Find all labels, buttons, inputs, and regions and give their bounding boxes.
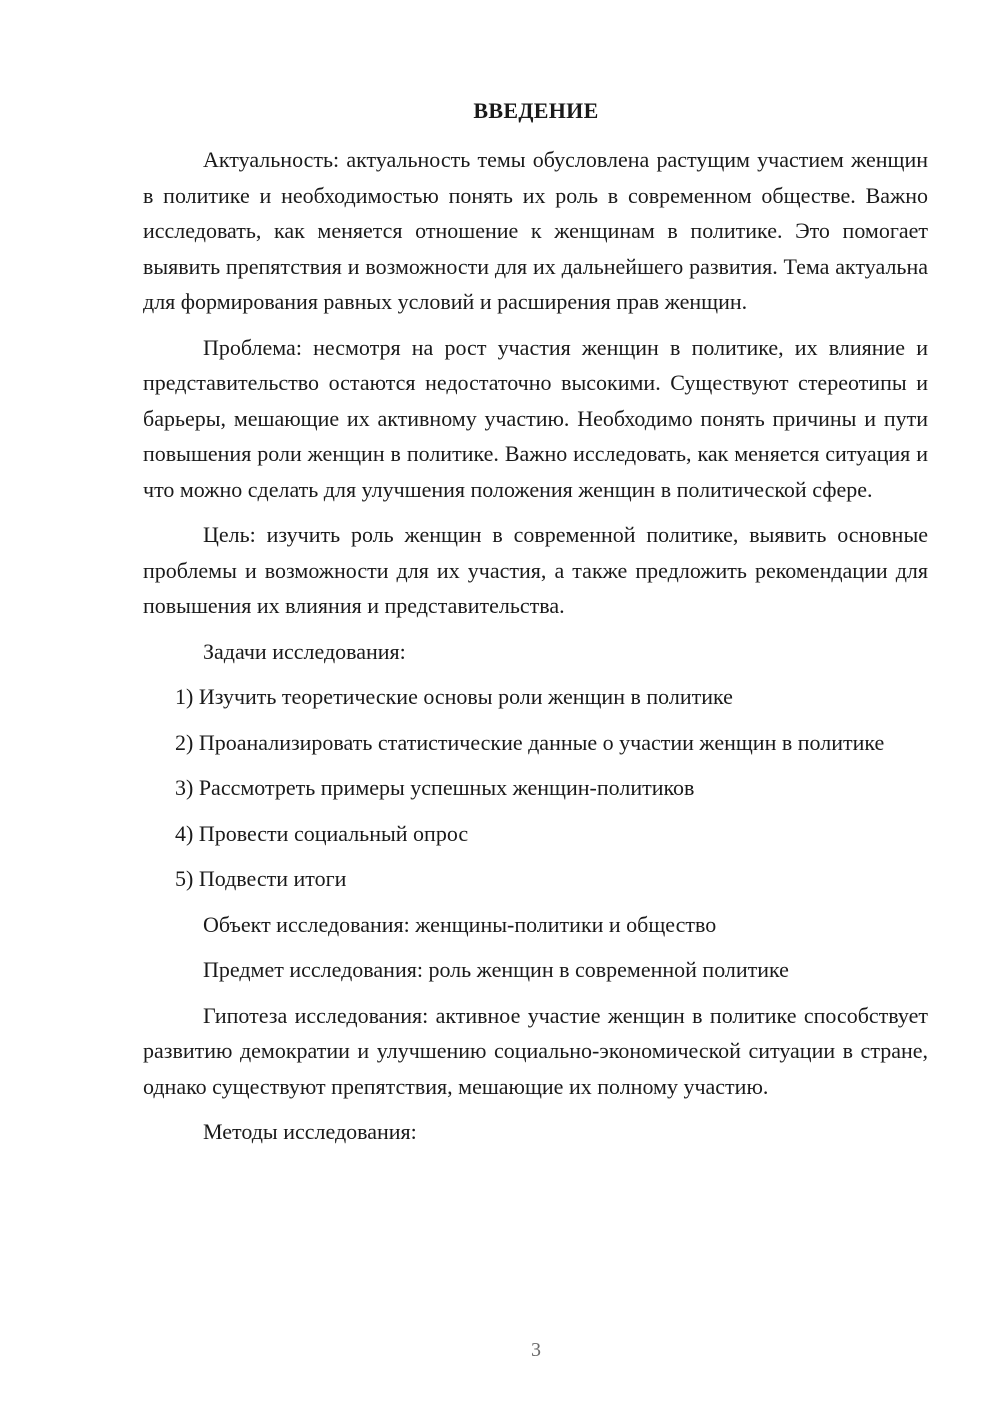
list-item-task-3: 3) Рассмотреть примеры успешных женщин-политиков bbox=[175, 775, 695, 800]
paragraph-problem: Проблема: несмотря на рост участия женщин в политике, их влияние и представительство остаются недостаточно высокими. Существуют стереотипы и барьеры, мешающие их активному участию. Необходимо понять причины и пути повышения роли женщин в политике. Важно исследовать, как меняется ситуация и что можно сделать для улучшения положения женщин в политической сфере. bbox=[143, 334, 928, 502]
list-item-task-5: 5) Подвести итоги bbox=[175, 866, 347, 891]
paragraph-hypothesis: Гипотеза исследования: активное участие женщин в политике способствует развитию демократии и улучшению социально-экономической ситуации в стране, однако существуют препятствия, мешающие их полному участию. bbox=[143, 1002, 928, 1099]
list-item-task-2: 2) Проанализировать статистические данные о участии женщин в политике bbox=[175, 729, 885, 755]
paragraph-subject: Предмет исследования: роль женщин в современной политике bbox=[203, 957, 789, 982]
paragraph-object: Объект исследования: женщины-политики и общество bbox=[203, 911, 717, 937]
paragraph-tasks-heading: Задачи исследования: bbox=[203, 638, 406, 664]
paragraph-relevance: Актуальность: актуальность темы обусловлена растущим участием женщин в политике и необходимостью понять их роль в современном обществе. Важно исследовать, как меняется отношение к женщинам в политике. Это помогает выявить препятствия и возможности для их дальнейшего развития. Тема актуальна для формирования равных условий и расширения прав женщин. bbox=[143, 147, 928, 314]
paragraph-goal: Цель: изучить роль женщин в современной политике, выявить основные проблемы и возможности для их участия, а также предложить рекомендации для повышения их влияния и представительства. bbox=[143, 522, 928, 618]
list-item-task-1: 1) Изучить теоретические основы роли женщин в политике bbox=[175, 684, 733, 709]
list-item-task-4: 4) Провести социальный опрос bbox=[175, 820, 469, 846]
document-body bbox=[143, 142, 928, 1160]
page-title: ВВЕДЕНИЕ bbox=[473, 98, 599, 123]
paragraph-methods-heading: Методы исследования: bbox=[203, 1119, 417, 1144]
page-number: 3 bbox=[531, 1339, 541, 1361]
